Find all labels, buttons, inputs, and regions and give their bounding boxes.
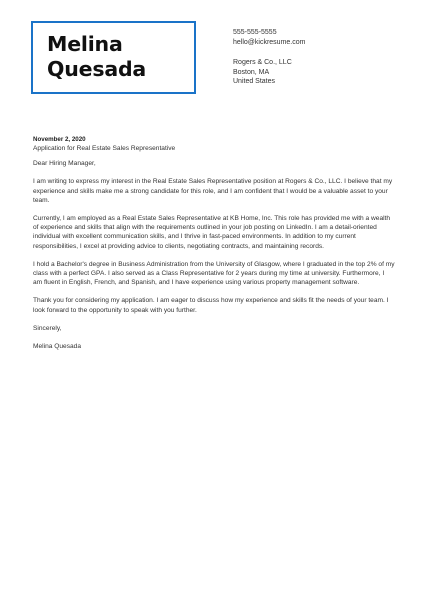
email: hello@kickresume.com [233, 39, 306, 46]
letter-subject: Application for Real Estate Sales Representative [33, 145, 176, 152]
last-name: Quesada [47, 57, 147, 81]
closing: Sincerely, [33, 324, 62, 332]
name-box [31, 21, 196, 94]
paragraph-experience: Currently, I am employed as a Real Estate Sales Representative at KB Home, Inc. This role has provided me with a wealth of experience and skills that align with the requirements outlined in your job posting on LinkedIn. I am a detail-oriented individual with excellent communication skills, and I thrive in fast-paced environments. In addition to my current responsibilities, I excel at providing advice to clients, negotiating contracts, and maintaining records. [33, 215, 391, 250]
paragraph-education: I hold a Bachelor's degree in Business Administration from the University of Glasgow, where I graduated in the top 2% of my class with a perfect GPA. I also served as a Class Representative for 2 years during my time at university. Furthermore, I am fluent in English, French, and Spanish, and I have experience using various property management software. [33, 260, 395, 287]
salutation: Dear Hiring Manager, [33, 160, 96, 168]
applicant-name [47, 32, 146, 82]
first-name: Melina [47, 32, 123, 56]
recipient-company: Rogers & Co., LLC [233, 59, 292, 66]
recipient-country: United States [233, 78, 276, 85]
paragraph-intro: I am writing to express my interest in the Real Estate Sales Representative position at Rogers & Co., LLC. I believe that my experience and skills make me a strong candidate for this role, and I am confident that I would be a valuable asset to your team. [33, 178, 393, 204]
letter-date: November 2, 2020 [33, 136, 86, 143]
letter-body [33, 136, 395, 351]
contact-info [233, 28, 305, 48]
recipient-city: Boston, MA [233, 68, 270, 76]
recipient-address [233, 58, 292, 87]
signature: Melina Quesada [33, 343, 82, 351]
paragraph-closing: Thank you for considering my application. I am eager to discuss how my experience and skills fit the needs of your team. I look forward to the opportunity to speak with you further. [33, 297, 389, 314]
phone: 555-555-5555 [233, 29, 277, 36]
